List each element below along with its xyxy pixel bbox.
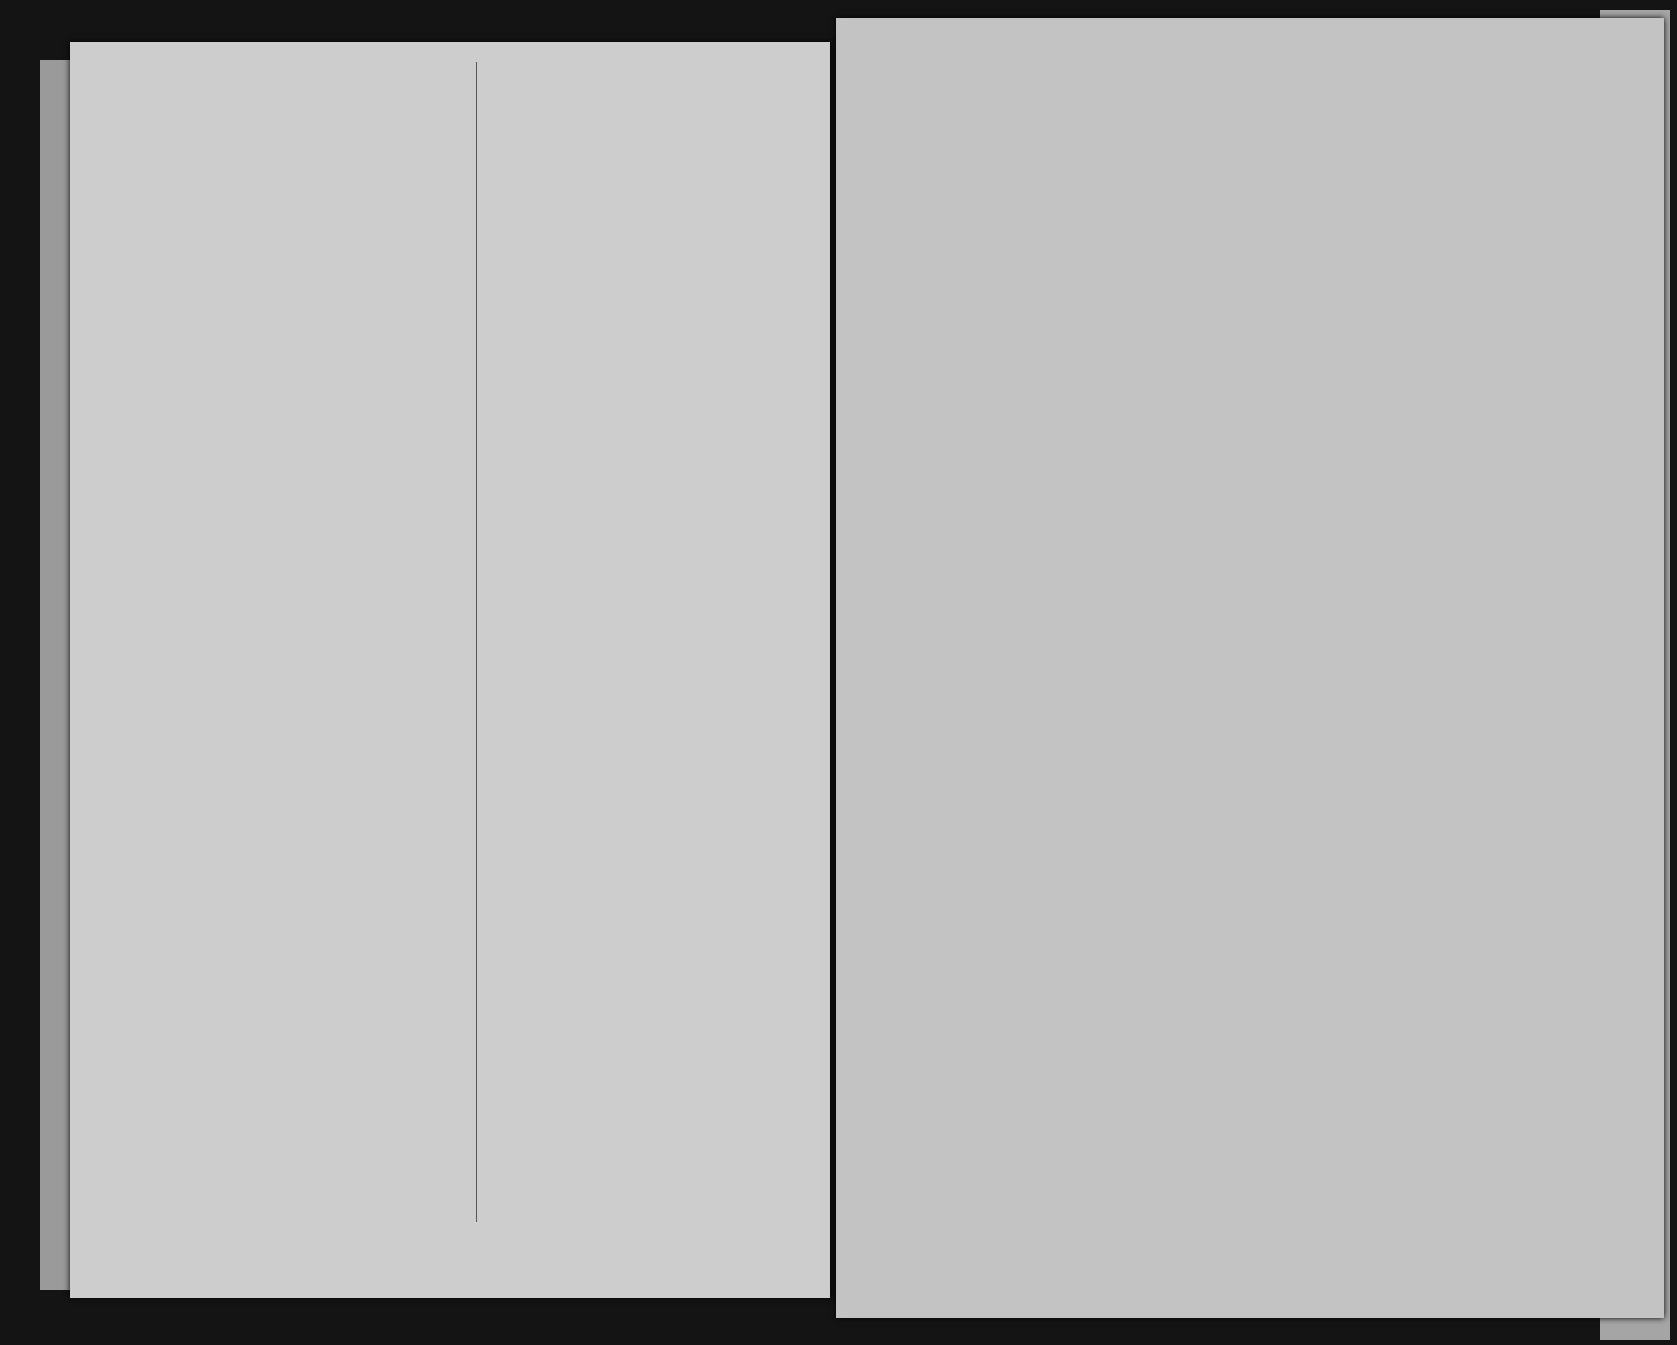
instructions-page [70, 42, 830, 1298]
column-divider [476, 62, 477, 1222]
census-grid [836, 18, 1664, 1318]
census-table-page [836, 18, 1664, 1318]
